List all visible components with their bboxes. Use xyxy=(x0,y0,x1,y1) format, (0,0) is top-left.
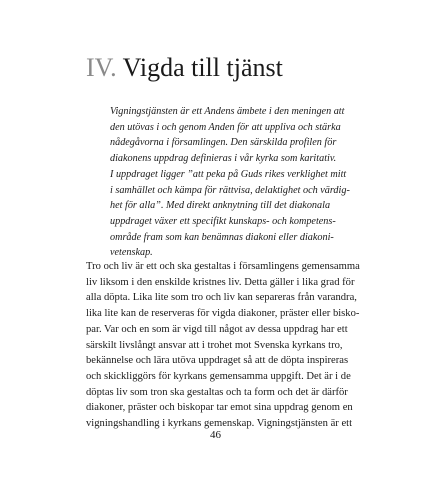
body-line: vigningshandling i kyrkans gemenskap. Vigningstjänsten är ett xyxy=(86,418,353,430)
intro-line: Vigningstjänsten är ett Andens ämbete i den meningen att xyxy=(110,106,345,117)
chapter-number: IV. xyxy=(86,53,117,82)
intro-line: den utövas i och genom Anden för att uppliva och stärka xyxy=(110,121,341,133)
chapter-title: Vigda till tjänst xyxy=(122,53,283,82)
intro-line: område fram som kan benämnas diakoni eller diakoni- xyxy=(110,231,334,243)
body-paragraph xyxy=(86,259,361,432)
body-line: lika lite kan de reserveras för vigda diakoner, präster eller bisko- xyxy=(86,308,360,320)
body-line: bekännelse och lära utöva uppdraget så att de döpta inspireras xyxy=(86,355,349,367)
chapter-intro xyxy=(110,104,372,261)
page-number: 46 xyxy=(210,429,221,441)
intro-line: uppdraget växer ett specifikt kunskaps- och kompetens- xyxy=(110,215,336,227)
intro-line: i samhället och kämpa för rättvisa, delaktighet och värdig- xyxy=(110,184,350,196)
body-line: Tro och liv är ett och ska gestaltas i församlingens gemensamma xyxy=(86,261,360,272)
body-line: alla döpta. Lika lite som tro och liv kan separeras från varandra, xyxy=(86,292,357,304)
body-line: och skickliggörs för kyrkans gemensamma uppgift. Det är i de xyxy=(86,370,351,382)
intro-line: I uppdraget ligger ”att peka på Guds rikes verklighet mitt xyxy=(110,168,347,180)
body-line: diakoner, präster och biskopar tar emot sina uppdrag genom en xyxy=(86,402,353,414)
intro-line: nådegåvorna i församlingen. Den särskilda profilen för xyxy=(110,137,337,149)
intro-line: het för alla”. Med direkt anknytning till det diakonala xyxy=(110,200,331,212)
body-line: särskilt livslångt ansvar att i trohet mot Svenska kyrkans tro, xyxy=(86,339,343,351)
body-line: döptas liv som tron ska gestaltas och ta form och det är därför xyxy=(86,386,348,398)
body-line: par. Var och en som är vigd till något av dessa uppdrag har ett xyxy=(86,323,348,335)
intro-line: vetenskap. xyxy=(110,247,153,259)
chapter-heading xyxy=(86,52,283,84)
intro-line: diakonens uppdrag definieras i vår kyrka som karitativ. xyxy=(110,153,337,165)
body-line: liv liksom i den enskilde kristnes liv. Detta gäller i lika grad för xyxy=(86,276,355,288)
